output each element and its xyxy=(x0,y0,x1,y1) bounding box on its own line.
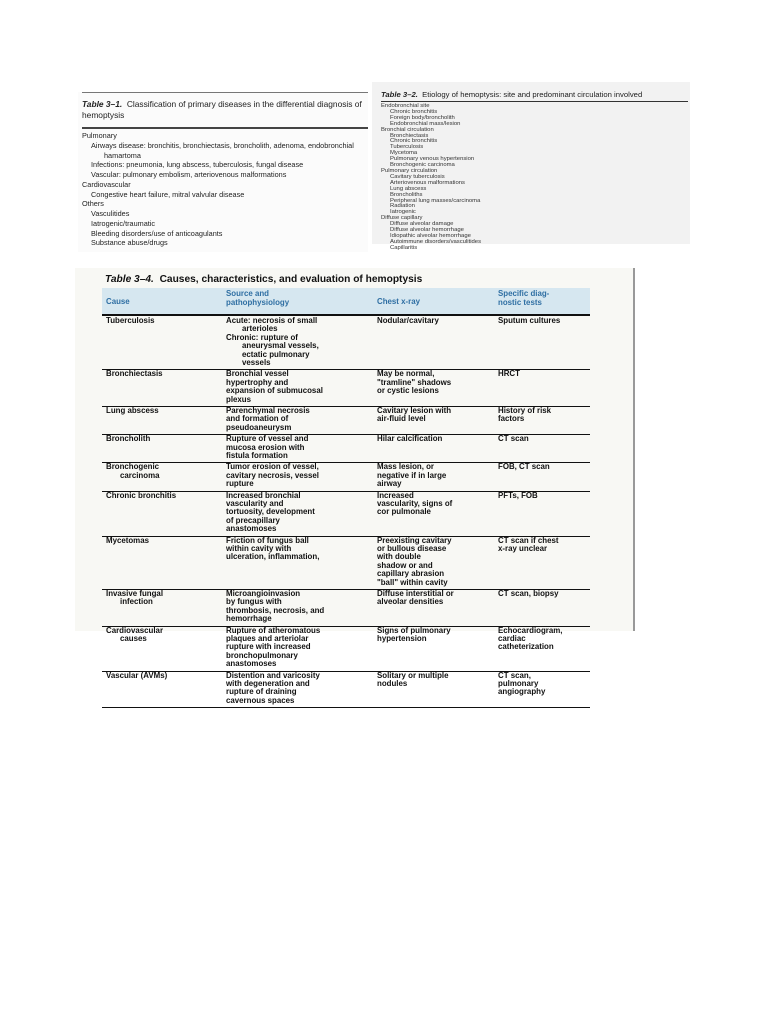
list-item: hamartoma xyxy=(104,150,141,160)
source-cell xyxy=(226,463,319,488)
cell-line: HRCT xyxy=(498,369,520,379)
list-item: Lung abscess xyxy=(390,185,427,192)
cell-line: Hilar calcification xyxy=(377,434,443,444)
table-3-1 xyxy=(78,92,368,252)
cell-line: or cystic lesions xyxy=(377,386,439,396)
cause-cell xyxy=(106,317,155,325)
cell-line: Solitary or multiple xyxy=(377,670,449,680)
list-item: Iatrogenic xyxy=(390,209,416,216)
xray-cell xyxy=(377,492,452,517)
list-item: Arteriovenous malformations xyxy=(390,179,465,186)
cell-line: Bronchiectasis xyxy=(106,369,163,379)
cell-line: x-ray unclear xyxy=(498,544,548,553)
xray-cell xyxy=(377,463,446,488)
cell-line: tortuosity, development xyxy=(226,507,315,517)
cell-line: and formation of xyxy=(226,414,289,424)
cause-cell xyxy=(106,407,159,415)
list-item: Infections: pneumonia, lung abscess, tuberculosis, fungal disease xyxy=(91,160,304,170)
column-header: Cause xyxy=(106,297,130,306)
list-item: Vascular: pulmonary embolism, arteriovenous malformations xyxy=(91,170,287,179)
cell-line: Tumor erosion of vessel, xyxy=(226,462,319,472)
list-item: Pulmonary venous hypertension xyxy=(390,156,475,163)
cell-line: cardiac xyxy=(498,634,526,643)
cell-line: CT scan, xyxy=(498,670,531,680)
cell-line: CT scan xyxy=(498,434,529,444)
cell-line: angiography xyxy=(498,687,546,697)
cell-line: vessels xyxy=(242,358,271,368)
list-item: Broncholiths xyxy=(390,191,423,198)
list-item: Bleeding disorders/use of anticoagulants xyxy=(91,228,223,238)
caption-number: Table 3–1. xyxy=(82,99,123,109)
source-cell xyxy=(226,407,310,432)
list-item: Radiation xyxy=(390,203,415,210)
source-cell xyxy=(226,590,324,624)
column-header: Specific diag- nostic tests xyxy=(498,289,550,307)
list-item: Substance abuse/drugs xyxy=(91,238,168,248)
xray-cell xyxy=(377,590,454,607)
list-item: Iatrogenic/traumatic xyxy=(91,218,156,228)
tests-cell xyxy=(498,435,529,443)
cause-cell xyxy=(106,463,159,480)
cause-cell xyxy=(106,627,163,644)
cell-line: Mass lesion, or xyxy=(377,462,435,472)
cell-line: May be normal, xyxy=(377,369,435,379)
cell-line: FOB, CT scan xyxy=(498,462,550,472)
cell-line: Signs of pulmonary xyxy=(377,625,451,635)
caption-number: Table 3–2. xyxy=(381,90,418,99)
cell-line: Vascular (AVMs) xyxy=(106,670,168,680)
cell-line: infection xyxy=(120,597,153,607)
cell-line: anastomoses xyxy=(226,524,277,534)
tests-cell xyxy=(498,317,560,325)
source-cell xyxy=(226,672,320,706)
cell-line: factors xyxy=(498,414,525,424)
tests-cell xyxy=(498,463,550,471)
cell-line: cor pulmonale xyxy=(377,507,431,517)
cell-line: History of risk xyxy=(498,406,552,415)
row-rule xyxy=(102,707,590,708)
list-item: Bronchogenic carcinoma xyxy=(390,162,455,169)
cell-line: capillary abrasion xyxy=(377,569,445,579)
cell-line: aneurysmal vessels, xyxy=(242,341,319,351)
cell-line: Diffuse interstitial or xyxy=(377,589,454,598)
cell-line: "tramline" shadows xyxy=(377,377,452,387)
cell-line: by fungus with xyxy=(226,597,282,607)
cell-line: cavitary necrosis, vessel xyxy=(226,470,320,480)
cell-line: negative if in large xyxy=(377,470,447,480)
cell-line: Distention and varicosity xyxy=(226,670,320,680)
cell-line: hypertension xyxy=(377,634,427,643)
cell-line: Nodular/cavitary xyxy=(377,316,439,325)
cell-line: vascularity, signs of xyxy=(377,499,453,508)
list-item: Diffuse capillary xyxy=(381,215,423,222)
cell-line: Preexisting cavitary xyxy=(377,535,452,545)
list-item: Airways disease: bronchitis, bronchiectasis, broncholith, adenoma, endobronchial xyxy=(91,140,354,150)
source-cell xyxy=(226,627,320,669)
cell-line: ectatic pulmonary xyxy=(242,349,310,359)
cell-line: alveolar densities xyxy=(377,597,444,607)
list-item: Tuberculosis xyxy=(390,144,424,151)
tests-cell xyxy=(498,407,551,424)
cell-line: hypertrophy and xyxy=(226,377,289,387)
caption-text: Causes, characteristics, and evaluation of hemoptysis xyxy=(159,274,423,285)
cell-line: Tuberculosis xyxy=(106,316,155,325)
xray-cell xyxy=(377,317,439,325)
list-item: Capillaritis xyxy=(390,244,418,251)
cell-line: nodules xyxy=(377,679,408,688)
cell-line: vascularity and xyxy=(226,499,284,508)
cause-cell xyxy=(106,370,163,378)
cell-line: pulmonary xyxy=(498,679,539,688)
list-item: Chronic bronchitis xyxy=(390,108,438,115)
cell-line: hemorrhage xyxy=(226,614,272,624)
cause-cell xyxy=(106,492,176,500)
list-item: Autoimmune disorders/vasculitides xyxy=(390,238,482,245)
cause-cell xyxy=(106,435,150,443)
cell-line: Increased bronchial xyxy=(226,490,301,500)
caption-text: Etiology of hemoptysis: site and predominant circulation involved xyxy=(422,90,643,99)
cell-line: Bronchial vessel xyxy=(226,369,289,379)
cell-line: Rupture of vessel and xyxy=(226,434,309,444)
xray-cell xyxy=(377,407,451,424)
cell-line: rupture with increased xyxy=(226,642,311,652)
list-item: Peripheral lung masses/carcinoma xyxy=(390,197,481,204)
list-item: Diffuse alveolar damage xyxy=(390,221,454,228)
list-item: Bronchial circulation xyxy=(381,126,434,133)
list-item: Endobronchial mass/lesion xyxy=(390,120,461,127)
table-3-1-body xyxy=(82,131,367,248)
source-cell xyxy=(226,537,319,562)
list-item: Bronchiectasis xyxy=(390,132,429,139)
cell-line: Mycetomas xyxy=(106,535,149,545)
cell-line: Acute: necrosis of small xyxy=(226,316,318,325)
cell-line: shadow or and xyxy=(377,560,433,570)
list-item: Diffuse alveolar hemorrhage xyxy=(390,227,464,234)
cell-line: pseudoaneurysm xyxy=(226,422,292,432)
cell-line: bronchopulmonary xyxy=(226,650,298,660)
cell-line: rupture xyxy=(226,479,254,489)
cell-line: with degeneration and xyxy=(226,679,310,688)
cause-cell xyxy=(106,590,163,607)
xray-cell xyxy=(377,627,451,644)
table-3-4 xyxy=(75,268,635,705)
list-item: Mycetoma xyxy=(390,150,418,157)
cell-line: "ball" within cavity xyxy=(377,577,448,587)
cell-line: Sputum cultures xyxy=(498,316,561,325)
cell-line: Echocardiogram, xyxy=(498,625,563,635)
cell-line: of precapillary xyxy=(226,515,280,525)
tests-cell xyxy=(498,537,559,554)
source-cell xyxy=(226,435,308,460)
table-3-1-caption xyxy=(82,99,367,120)
cause-cell xyxy=(106,672,167,680)
cell-line: plexus xyxy=(226,394,251,404)
cell-line: arterioles xyxy=(242,324,278,334)
cell-line: Chronic: rupture of xyxy=(226,332,298,342)
cell-line: thrombosis, necrosis, and xyxy=(226,605,325,615)
cell-line: plaques and arteriolar xyxy=(226,634,309,643)
source-cell xyxy=(226,492,315,534)
cell-line: ulceration, inflammation, xyxy=(226,552,320,562)
cell-line: Invasive fungal xyxy=(106,589,164,598)
cell-line: catheterization xyxy=(498,642,554,652)
tests-cell xyxy=(498,492,538,500)
cell-line: cavernous spaces xyxy=(226,695,295,705)
cell-line: Chronic bronchitis xyxy=(106,490,177,500)
caption-text: Classification of primary diseases in the differential diagnosis of hemoptysis xyxy=(82,99,362,120)
tests-cell xyxy=(498,590,559,598)
cell-line: air-fluid level xyxy=(377,414,426,424)
list-item: Pulmonary circulation xyxy=(381,167,438,174)
cell-line: Friction of fungus ball xyxy=(226,535,309,545)
list-item: Idiopathic alveolar hemorrhage xyxy=(390,232,471,239)
caption-rule xyxy=(82,127,368,129)
table-3-2 xyxy=(372,82,690,251)
cell-line: Cavitary lesion with xyxy=(377,406,452,415)
cell-line: Parenchymal necrosis xyxy=(226,406,310,415)
list-item: Cardiovascular xyxy=(82,179,131,189)
cell-line: carcinoma xyxy=(120,470,160,480)
cell-line: fistula formation xyxy=(226,451,288,460)
tests-cell xyxy=(498,672,545,697)
cell-line: Cardiovascular xyxy=(106,625,164,635)
caption-number: Table 3–4. xyxy=(105,274,154,285)
table-3-2-caption xyxy=(381,90,642,99)
cell-line: PFTs, FOB xyxy=(498,490,538,500)
list-item: Endobronchial site xyxy=(381,103,430,109)
source-cell xyxy=(226,317,319,367)
cell-line: Increased xyxy=(377,490,414,500)
list-item: Congestive heart failure, mitral valvular disease xyxy=(91,189,245,199)
list-item: Chronic bronchitis xyxy=(390,138,438,145)
cause-cell xyxy=(106,537,149,545)
list-item: Pulmonary xyxy=(82,131,117,140)
cell-line: Microangioinvasion xyxy=(226,589,301,598)
caption-rule xyxy=(381,101,688,102)
list-item: Vasculitides xyxy=(91,209,130,218)
xray-cell xyxy=(377,672,448,689)
tests-cell xyxy=(498,370,520,378)
cell-line: anastomoses xyxy=(226,659,277,669)
cell-line: Bronchogenic xyxy=(106,462,160,472)
xray-cell xyxy=(377,370,451,395)
cell-line: Broncholith xyxy=(106,434,151,444)
xray-cell xyxy=(377,435,442,443)
cell-line: or bullous disease xyxy=(377,544,447,553)
tests-cell xyxy=(498,627,562,652)
top-rule xyxy=(82,92,368,93)
cell-line: mucosa erosion with xyxy=(226,442,305,452)
source-cell xyxy=(226,370,323,404)
column-header: Source and pathophysiology xyxy=(226,289,290,307)
cell-line: airway xyxy=(377,479,402,489)
list-item: Cavitary tuberculosis xyxy=(390,173,445,180)
cell-line: Rupture of atheromatous xyxy=(226,625,321,635)
table-3-2-body xyxy=(381,104,481,252)
cell-line: within cavity with xyxy=(226,544,292,553)
cell-line: rupture of draining xyxy=(226,687,297,697)
table-3-4-caption xyxy=(105,274,422,285)
cell-line: Lung abscess xyxy=(106,406,159,415)
cell-line: causes xyxy=(120,634,147,643)
cell-line: expansion of submucosal xyxy=(226,386,323,396)
cell-line: with double xyxy=(377,552,421,562)
cell-line: CT scan if chest xyxy=(498,535,559,545)
list-item: Foreign body/broncholith xyxy=(390,114,455,121)
list-item: Others xyxy=(82,199,104,209)
cell-line: CT scan, biopsy xyxy=(498,589,559,598)
column-header: Chest x-ray xyxy=(377,297,420,306)
xray-cell xyxy=(377,537,452,587)
